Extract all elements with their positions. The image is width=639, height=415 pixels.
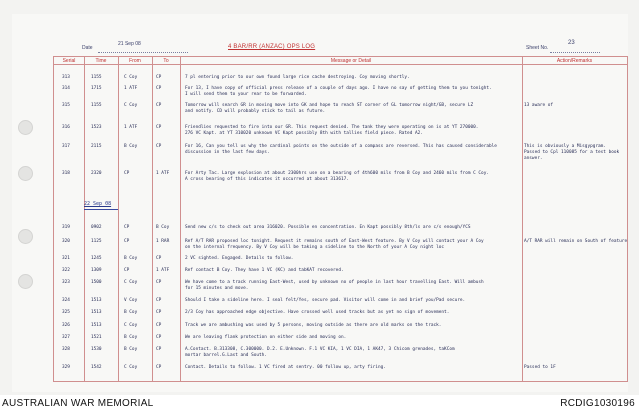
message-line: 2 VC sighted. Engaged. Details to follow. bbox=[185, 256, 294, 261]
to-cell: CP bbox=[156, 280, 162, 285]
punch-hole bbox=[18, 229, 33, 244]
message-line: on the internal frequency. By V Coy will be taking a sideline to the North of your A Coy night loc bbox=[185, 245, 445, 250]
date-divider-rule bbox=[84, 209, 118, 210]
from-cell: V Coy bbox=[124, 298, 138, 303]
message-line: A.Contact. B.313308, C.300000. D.2. E.Unknown. F.1 VC KIA, 1 VC DIA, 1 AK47, 3 Chicom grenades, taKCom bbox=[185, 347, 455, 352]
footer-reference: RCDIG1030196 bbox=[560, 398, 635, 409]
action-remark: Passed to Cpl 110085 for a test book bbox=[524, 150, 620, 155]
time-cell: 1530 bbox=[91, 347, 102, 352]
to-cell: CP bbox=[156, 335, 162, 340]
to-cell: 1 ATF bbox=[156, 268, 170, 273]
action-remark: A/T RAR will remain on South of feature bbox=[524, 239, 628, 244]
serial-cell: 323 bbox=[62, 280, 70, 285]
time-cell: 1513 bbox=[91, 310, 102, 315]
message-line: We are leaving flank protection on either side and moving on. bbox=[185, 335, 347, 340]
to-cell: 1 ATF bbox=[156, 171, 170, 176]
serial-cell: 318 bbox=[62, 171, 70, 176]
serial-cell: 325 bbox=[62, 310, 70, 315]
from-cell: B Coy bbox=[124, 347, 138, 352]
from-cell: CP bbox=[124, 171, 130, 176]
message-line: We have come to a track running East-West, used by unknown no of people in last hour travelling East. Will ambush bbox=[185, 280, 484, 285]
message-line: Tomorrow will search GR in moving move into GK and hope to reach ST corner of GL tomorrow night/GB, secure LZ bbox=[185, 103, 474, 108]
to-cell: CP bbox=[156, 144, 162, 149]
date-value: 21 Sep 08 bbox=[118, 41, 141, 47]
header-rule bbox=[54, 64, 627, 65]
to-cell: CP bbox=[156, 75, 162, 80]
column-header-to: To bbox=[163, 58, 169, 64]
message-line: 2/3 Coy has approached edge objective. Have crossed well used tracks but as yet no sign of movement. bbox=[185, 310, 450, 315]
message-line: For 13, I have copy of official press release of a couple of days ago. I have no say of getting them to you tonight. bbox=[185, 86, 492, 91]
from-cell: C Coy bbox=[124, 103, 138, 108]
from-cell: C Coy bbox=[124, 323, 138, 328]
column-divider bbox=[118, 57, 119, 381]
serial-cell: 322 bbox=[62, 268, 70, 273]
from-cell: CP bbox=[124, 239, 130, 244]
to-cell: CP bbox=[156, 103, 162, 108]
from-cell: C Coy bbox=[124, 365, 138, 370]
column-header-message: Message or Detail bbox=[330, 58, 372, 64]
message-line: Contact. Details to follow. 1 VC fired at sentry. 00 follow up, arty firing. bbox=[185, 365, 386, 370]
column-divider bbox=[522, 57, 523, 381]
from-cell: CP bbox=[124, 225, 130, 230]
punch-hole bbox=[18, 274, 33, 289]
to-cell: CP bbox=[156, 323, 162, 328]
time-cell: 1155 bbox=[91, 103, 102, 108]
action-remark: This is obviously a Misgypgram. bbox=[524, 144, 606, 149]
serial-cell: 314 bbox=[62, 86, 70, 91]
column-divider bbox=[180, 57, 181, 381]
from-cell: 1 ATF bbox=[124, 125, 138, 130]
from-cell: CP bbox=[124, 268, 130, 273]
serial-cell: 315 bbox=[62, 103, 70, 108]
time-cell: 1715 bbox=[91, 86, 102, 91]
message-line: Friendlies requested to fire into our GR. This request denied. The tank they were operating on is at YT 270000. bbox=[185, 125, 479, 130]
serial-cell: 319 bbox=[62, 225, 70, 230]
action-remark: Passed to 1F bbox=[524, 365, 556, 370]
to-cell: CP bbox=[156, 86, 162, 91]
time-cell: 1523 bbox=[91, 125, 102, 130]
to-cell: CP bbox=[156, 310, 162, 315]
to-cell: B Coy bbox=[156, 225, 170, 230]
time-cell: 1513 bbox=[91, 298, 102, 303]
column-divider bbox=[152, 57, 153, 381]
message-line: Should I take a sideline here. I seal felt/Yes, secure pad. Visitor will come in and brief you/Pad secure. bbox=[185, 298, 466, 303]
serial-cell: 326 bbox=[62, 323, 70, 328]
action-remark: answer. bbox=[524, 156, 543, 161]
punch-hole bbox=[18, 120, 33, 135]
message-line: and notify. CD will probably stick to tail as future. bbox=[185, 109, 326, 114]
time-cell: 1125 bbox=[91, 239, 102, 244]
to-cell: 1 RAR bbox=[156, 239, 170, 244]
from-cell: 1 ATF bbox=[124, 86, 138, 91]
message-line: Ref contact B Coy. They have 1 VC (KC) and tabKAT recovered. bbox=[185, 268, 344, 273]
message-line: For Arty Tac. Large explosion at about 2300hrs use on a bearing of 4th600 mils from B Coy and 2460 mils from C Coy. bbox=[185, 171, 489, 176]
date-label: Date bbox=[82, 45, 93, 51]
message-line: Track we are ambushing was used by 5 persons, moving outside as there are old marks on the track. bbox=[185, 323, 442, 328]
message-line: Ref A/T RAR proposed loc tonight. Request it remains south of East-West feature. By V Coy will contact your A Coy bbox=[185, 239, 484, 244]
from-cell: B Coy bbox=[124, 144, 138, 149]
to-cell: CP bbox=[156, 347, 162, 352]
to-cell: CP bbox=[156, 256, 162, 261]
sheet-underline bbox=[550, 52, 600, 53]
serial-cell: 321 bbox=[62, 256, 70, 261]
from-cell: B Coy bbox=[124, 256, 138, 261]
footer-source: AUSTRALIAN WAR MEMORIAL bbox=[2, 398, 154, 409]
time-cell: 1309 bbox=[91, 268, 102, 273]
message-line: 276 VC Kapt. at YT 310020 unknown VC Kapt possibly 8th with tallies field piece. Rated A2. bbox=[185, 131, 423, 136]
message-line: Send new c/s to check out area 316020. Possible en concentration. En Kapt possibly 8th/ls are c/s enough/YCS bbox=[185, 225, 471, 230]
action-remark: 13 aware of bbox=[524, 103, 554, 108]
from-cell: C Coy bbox=[124, 75, 138, 80]
column-header-serial: Serial bbox=[62, 58, 76, 64]
date-divider: 22 Sep 08 bbox=[84, 201, 112, 207]
column-header-from: From bbox=[129, 58, 141, 64]
time-cell: 0902 bbox=[91, 225, 102, 230]
serial-cell: 313 bbox=[62, 75, 70, 80]
from-cell: B Coy bbox=[124, 310, 138, 315]
message-line: discussion in the last few days. bbox=[185, 150, 270, 155]
date-underline bbox=[98, 52, 188, 53]
serial-cell: 320 bbox=[62, 239, 70, 244]
time-cell: 1500 bbox=[91, 280, 102, 285]
message-line: A cross bearing of this indicates it occurred at about 313617. bbox=[185, 177, 349, 182]
sheet-number: 23 bbox=[568, 40, 575, 46]
column-header-time: Time bbox=[95, 58, 107, 64]
to-cell: CP bbox=[156, 125, 162, 130]
time-cell: 1542 bbox=[91, 365, 102, 370]
message-line: I will send them to your rear to be forwarded. bbox=[185, 92, 307, 97]
message-line: for 15 minutes and move. bbox=[185, 286, 249, 291]
time-cell: 1521 bbox=[91, 335, 102, 340]
time-cell: 1245 bbox=[91, 256, 102, 261]
time-cell: 1513 bbox=[91, 323, 102, 328]
time-cell: 1155 bbox=[91, 75, 102, 80]
from-cell: B Coy bbox=[124, 335, 138, 340]
serial-cell: 328 bbox=[62, 347, 70, 352]
serial-cell: 317 bbox=[62, 144, 70, 149]
from-cell: C Coy bbox=[124, 280, 138, 285]
time-cell: 2320 bbox=[91, 171, 102, 176]
message-line: 7 pl entering prior to our own found large rice cache destroying. Coy moving shortly. bbox=[185, 75, 410, 80]
message-line: mortar barrel.G.Last and South. bbox=[185, 353, 267, 358]
time-cell: 2115 bbox=[91, 144, 102, 149]
serial-cell: 327 bbox=[62, 335, 70, 340]
column-header-action: Action/Remarks bbox=[556, 58, 593, 64]
message-line: For 16, Can you tell us why the cardinal points on the outside of a compass are reversed. This has caused considerable bbox=[185, 144, 497, 149]
sheet-label: Sheet No. bbox=[526, 45, 549, 51]
serial-cell: 324 bbox=[62, 298, 70, 303]
to-cell: CP bbox=[156, 298, 162, 303]
footer bbox=[0, 395, 639, 415]
log-title: 4 BAR/RR (ANZAC) OPS LOG bbox=[228, 44, 316, 50]
column-divider bbox=[84, 57, 85, 381]
serial-cell: 316 bbox=[62, 125, 70, 130]
serial-cell: 329 bbox=[62, 365, 70, 370]
punch-hole bbox=[18, 166, 33, 181]
to-cell: CP bbox=[156, 365, 162, 370]
